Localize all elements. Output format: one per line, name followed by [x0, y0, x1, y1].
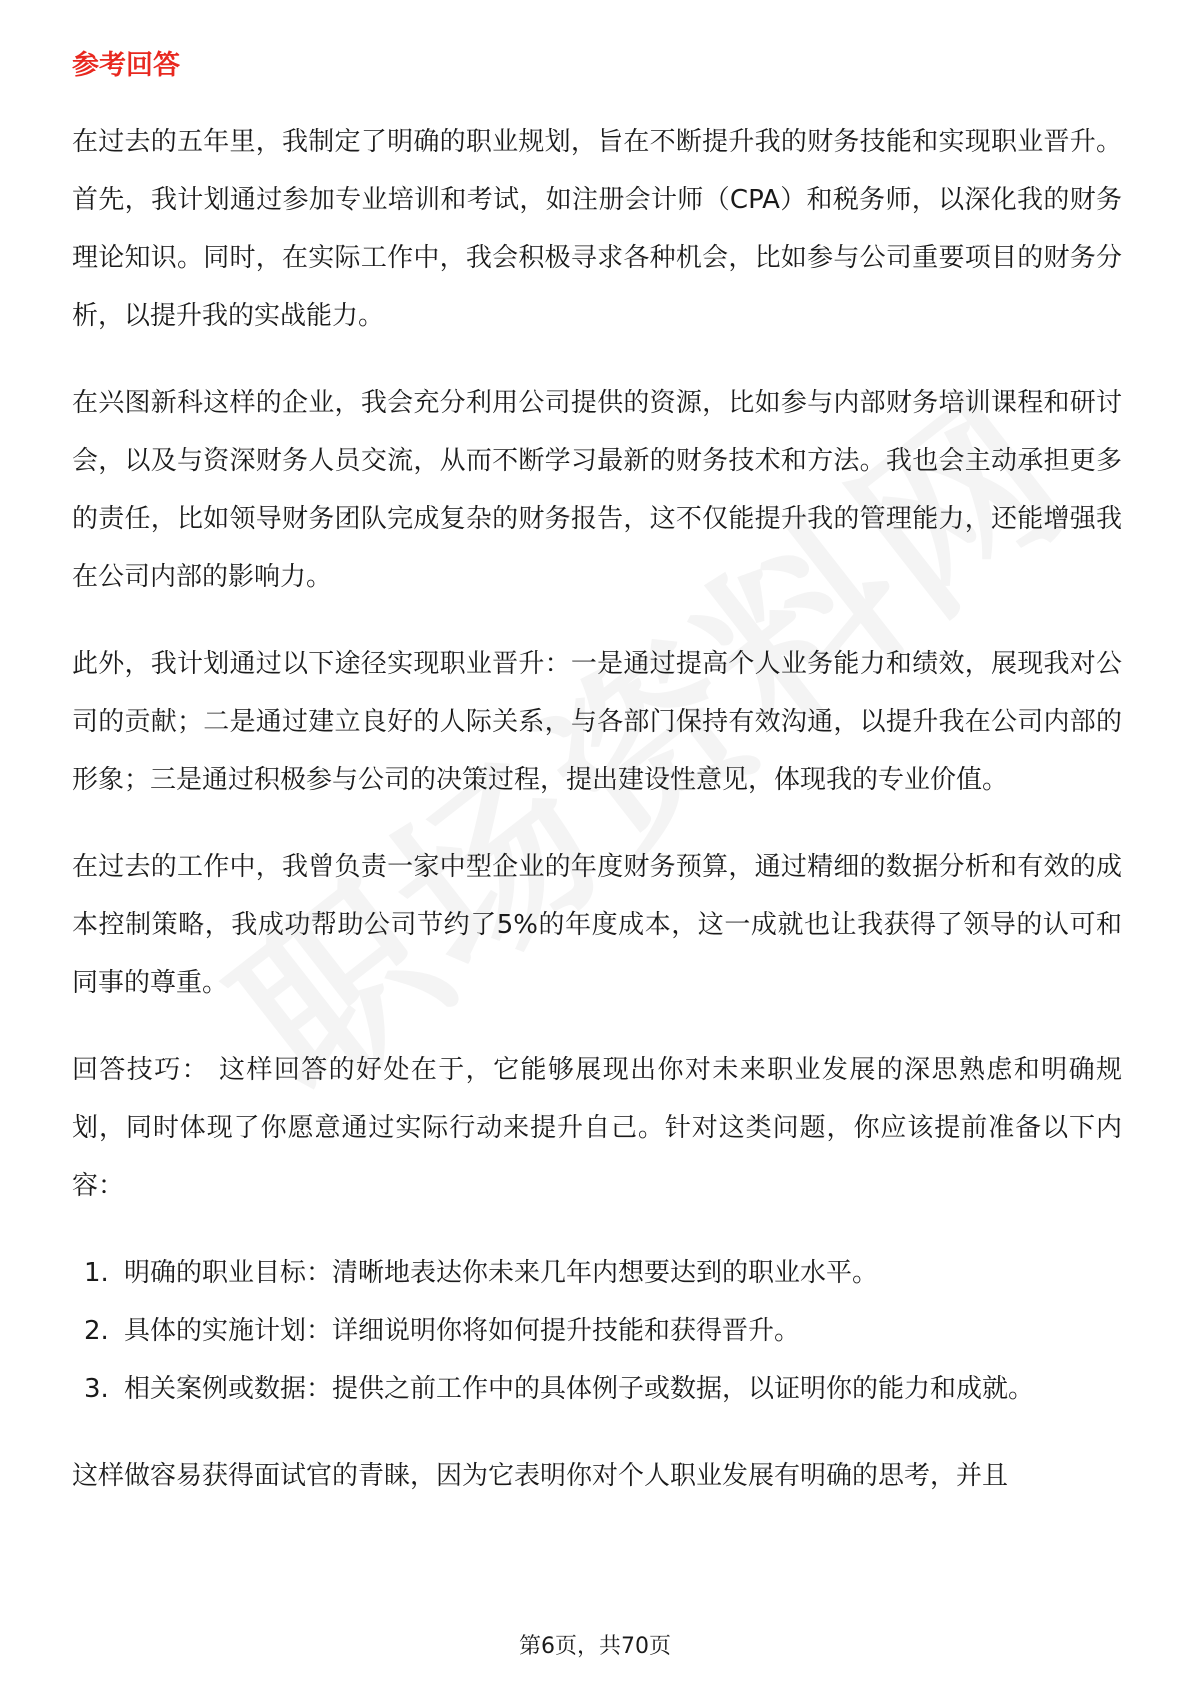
list-number: 1. [84, 1258, 109, 1288]
paragraph: 在过去的工作中，我曾负责一家中型企业的年度财务预算，通过精细的数据分析和有效的成本控制策略，我成功帮助公司节约了5%的年度成本，这一成就也让我获得了领导的认可和同事的尊重。 [72, 852, 1122, 998]
tips-paragraph [72, 1041, 1122, 1215]
list-item-text: 具体的实施计划：详细说明你将如何提升技能和获得晋升。 [124, 1316, 801, 1346]
tips-text: 这样回答的好处在于，它能够展现出你对未来职业发展的深思熟虑和明确规划，同时体现了你愿意通过实际行动来提升自己。针对这类问题，你应该提前准备以下内容： [72, 1055, 1122, 1201]
page-number: 第6页，共70页 [519, 1634, 671, 1659]
closing-paragraph: 这样做容易获得面试官的青睐，因为它表明你对个人职业发展有明确的思考，并且 [72, 1461, 1009, 1491]
list-item-text: 明确的职业目标：清晰地表达你未来几年内想要达到的职业水平。 [124, 1258, 879, 1288]
tips-label: 回答技巧： [72, 1055, 210, 1085]
paragraph: 此外，我计划通过以下途径实现职业晋升：一是通过提高个人业务能力和绩效，展现我对公司的贡献；二是通过建立良好的人际关系，与各部门保持有效沟通，以提升我在公司内部的形象；三是通过积极参与公司的决策过程，提出建设性意见，体现我的专业价值。 [72, 649, 1122, 795]
list-item [72, 1360, 1122, 1418]
list-number: 3. [84, 1374, 109, 1404]
list-item [72, 1244, 1122, 1302]
list-item-text: 相关案例或数据：提供之前工作中的具体例子或数据，以证明你的能力和成就。 [124, 1374, 1035, 1404]
paragraph: 在过去的五年里，我制定了明确的职业规划，旨在不断提升我的财务技能和实现职业晋升。首先，我计划通过参加专业培训和考试，如注册会计师（CPA）和税务师，以深化我的财务理论知识。同时，在实际工作中，我会积极寻求各种机会，比如参与公司重要项目的财务分析，以提升我的实战能力。 [72, 127, 1122, 331]
section-heading: 参考回答 [72, 50, 180, 81]
tips-list [72, 1244, 1122, 1418]
answer-body [72, 113, 1122, 1534]
list-number: 2. [84, 1316, 109, 1346]
paragraph: 在兴图新科这样的企业，我会充分利用公司提供的资源，比如参与内部财务培训课程和研讨会，以及与资深财务人员交流，从而不断学习最新的财务技术和方法。我也会主动承担更多的责任，比如领导财务团队完成复杂的财务报告，这不仅能提升我的管理能力，还能增强我在公司内部的影响力。 [72, 388, 1122, 592]
list-item [72, 1302, 1122, 1360]
